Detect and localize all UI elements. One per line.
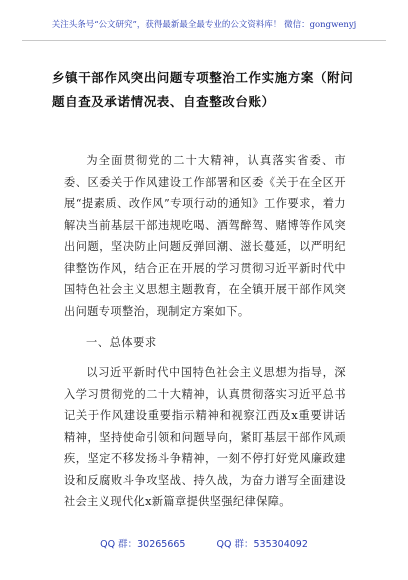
header-banner: 关注头条号“公文研究”，获得最新最全最专业的公文资料库！ 微信：gongwenyj <box>51 20 357 30</box>
section-heading-overall-requirements: 一、总体要求 <box>86 336 157 349</box>
footer-qq-group-1: QQ 群：30265665 <box>100 539 186 550</box>
intro-paragraph: 为全面贯彻党的二十大精神，认真落实省委、市委、区委关于作风建设工作部署和区委《关于在全区开展“提素质、改作风”专项行动的通知》工作要求，着力解决当前基层干部违规吃喝、酒驾醉驾、赌博等作风突出问题，坚决防止问题反弹回潮、滋长蔓延，以严明纪律整饬作风，结合正在开展的学习贯彻习近平新时代中国特色社会主义思想主题教育，在全镇开展干部作风突出问题专项整治，现制定方案如下。 <box>64 154 346 318</box>
footer-qq-group-2: QQ 群：535304092 <box>216 539 308 550</box>
header-divider <box>22 40 386 41</box>
footer <box>0 536 408 550</box>
section-paragraph: 以习近平新时代中国特色社会主义思想为指导，深入学习贯彻党的二十大精神，认真贯彻落实习近平总书记关于作风建设重要指示精神和视察江西及x重要讲话精神，坚持使命引领和问题导向，紧盯基层干部作风顽疾，坚定不移发扬斗争精神，一刻不停打好党风廉政建设和反腐败斗争攻坚战、持久战，为奋力谱写全面建设社会主义现代化x新篇章提供坚强纪律保障。 <box>64 366 346 508</box>
document-title: 乡镇干部作风突出问题专项整治工作实施方案（附问题自查及承诺情况表、自查整改台账） <box>52 70 354 109</box>
